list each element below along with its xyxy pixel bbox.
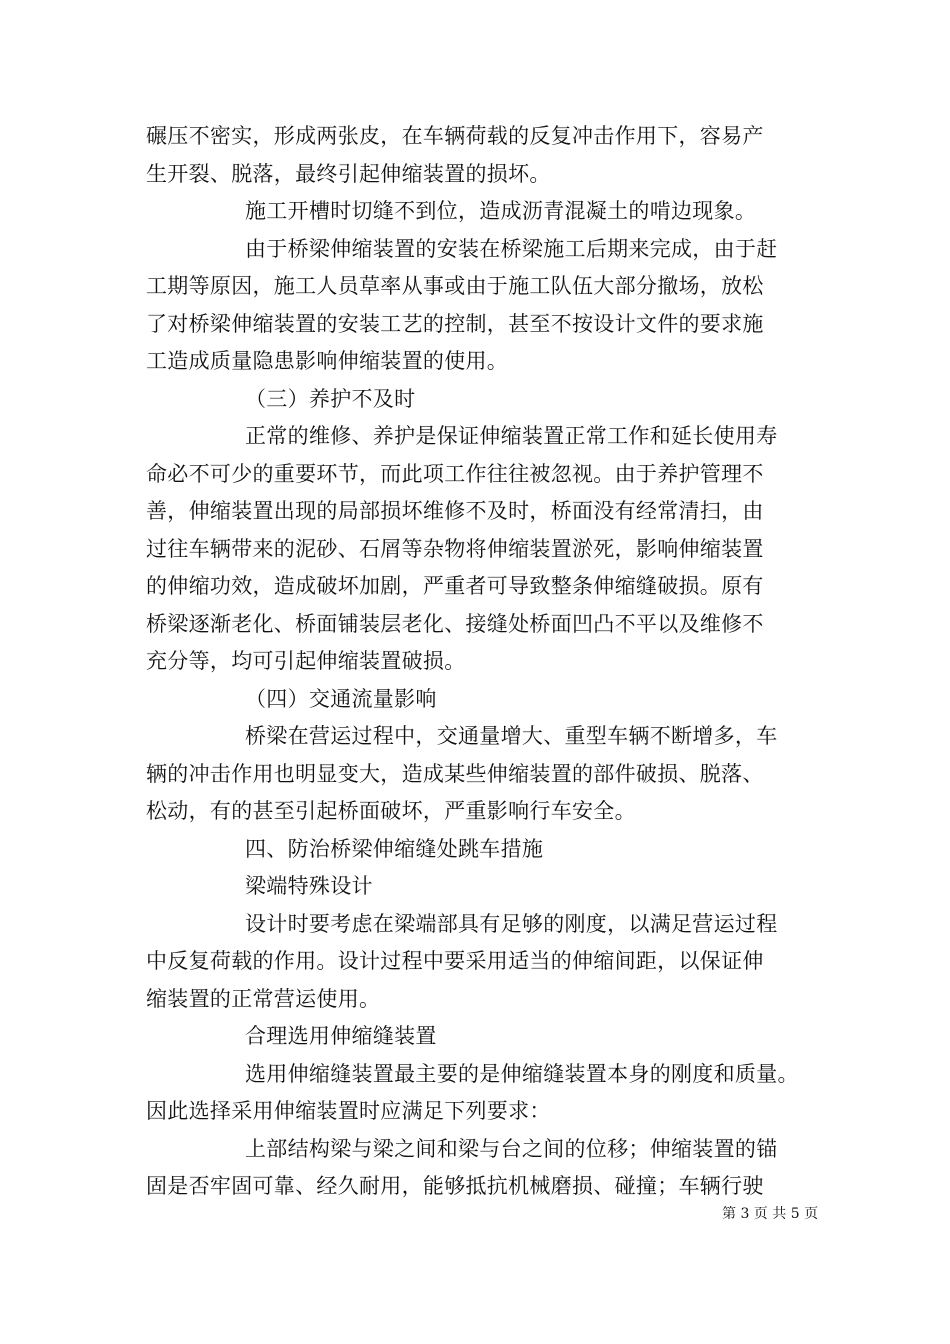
text-line: 辆的冲击作用也明显变大，造成某些伸缩装置的部件破损、脱落、: [146, 761, 764, 786]
text-line: 上部结构梁与梁之间和梁与台之间的位移；伸缩装置的锚: [245, 1136, 778, 1161]
text-line: 缩装置的正常营运使用。: [146, 986, 381, 1011]
text-line: 固是否牢固可靠、经久耐用，能够抵抗机械磨损、碰撞；车辆行驶: [146, 1174, 764, 1198]
text-line: 设计时要考虑在梁端部具有足够的刚度，以满足营运过程: [245, 911, 778, 936]
text-line: 工造成质量隐患影响伸缩装置的使用。: [146, 349, 509, 373]
text-line: 正常的维修、养护是保证伸缩装置正常工作和延长使用寿: [245, 424, 778, 448]
page-number: 第 3 页 共 5 页: [722, 1206, 819, 1222]
subsection-heading: 合理选用伸缩缝装置: [245, 1024, 437, 1048]
text-line: 过往车辆带来的泥砂、石屑等杂物将伸缩装置淤死，影响伸缩装置: [146, 536, 764, 561]
text-line: 工期等原因，施工人员草率从事或由于施工队伍大部分撤场，放松: [146, 274, 764, 298]
body-text: [146, 118, 816, 1206]
text-line: 由于桥梁伸缩装置的安装在桥梁施工后期来完成，由于赶: [245, 236, 778, 261]
text-line: 命必不可少的重要环节，而此项工作往往被忽视。由于养护管理不: [146, 461, 764, 486]
text-line: 因此选择采用伸缩装置时应满足下列要求：: [146, 1099, 551, 1123]
section-heading: （四）交通流量影响: [245, 686, 437, 711]
text-line: 桥梁逐渐老化、桥面铺装层老化、接缝处桥面凹凸不平以及维修不: [146, 611, 764, 636]
section-heading: 四、防治桥梁伸缩缝处跳车措施: [245, 836, 544, 861]
text-line: 施工开槽时切缝不到位，造成沥青混凝土的啃边现象。: [245, 199, 757, 223]
text-line: 桥梁在营运过程中，交通量增大、重型车辆不断增多，车: [245, 724, 778, 748]
subsection-heading: 梁端特殊设计: [245, 874, 373, 898]
text-line: 碾压不密实，形成两张皮，在车辆荷载的反复冲击作用下，容易产: [146, 124, 764, 148]
text-line: 中反复荷载的作用。设计过程中要采用适当的伸缩间距，以保证伸: [146, 949, 764, 973]
text-line: 选用伸缩缝装置最主要的是伸缩缝装置本身的刚度和质量。: [245, 1061, 799, 1086]
text-line: 充分等，均可引起伸缩装置破损。: [146, 649, 466, 673]
text-line: 了对桥梁伸缩装置的安装工艺的控制，甚至不按设计文件的要求施: [146, 311, 764, 336]
text-line: 的伸缩功效，造成破坏加剧，严重者可导致整条伸缩缝破损。原有: [146, 574, 764, 598]
section-heading: （三）养护不及时: [245, 386, 416, 411]
text-line: 松动，有的甚至引起桥面破坏，严重影响行车安全。: [146, 799, 636, 823]
text-line: 生开裂、脱落，最终引起伸缩装置的损坏。: [146, 161, 551, 186]
text-line: 善，伸缩装置出现的局部损坏维修不及时，桥面没有经常清扫，由: [146, 499, 764, 523]
